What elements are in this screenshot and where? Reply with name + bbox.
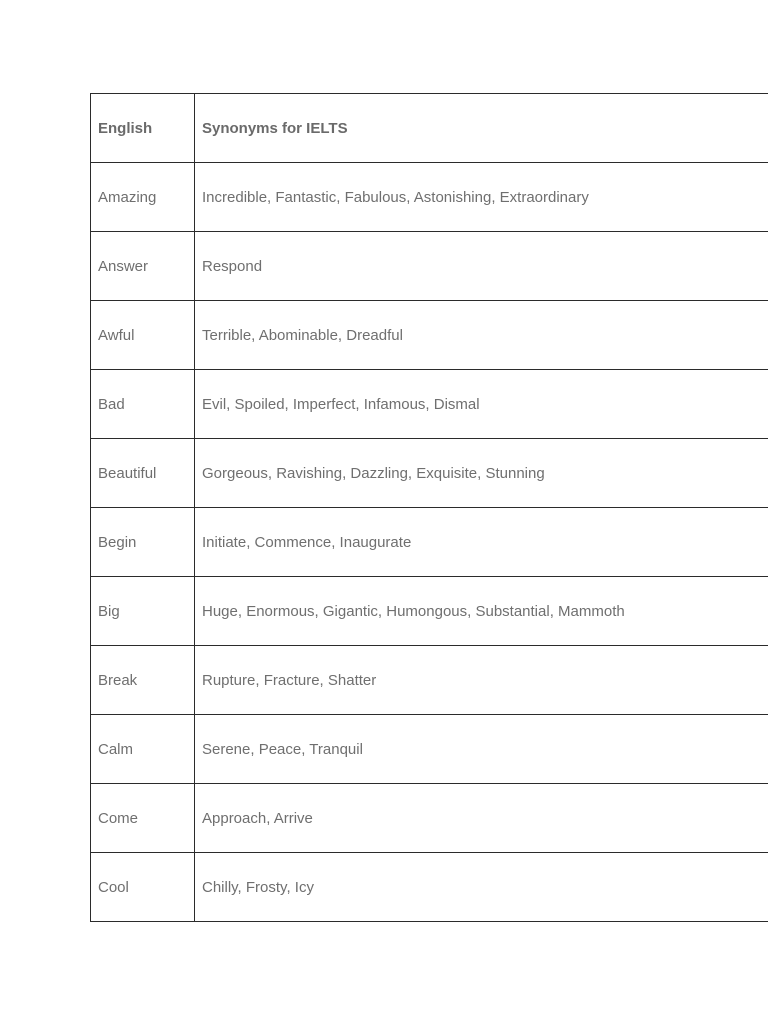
synonyms-cell: Initiate, Commence, Inaugurate <box>195 508 768 577</box>
english-word-cell: Break <box>91 646 195 715</box>
table-row <box>91 784 768 853</box>
table-row <box>91 646 768 715</box>
synonyms-cell: Gorgeous, Ravishing, Dazzling, Exquisite, Stunning <box>195 439 768 508</box>
header-synonyms: Synonyms for IELTS <box>195 94 768 163</box>
english-word-cell: Amazing <box>91 163 195 232</box>
table-row <box>91 232 768 301</box>
table-row <box>91 508 768 577</box>
synonyms-cell: Serene, Peace, Tranquil <box>195 715 768 784</box>
table-row <box>91 853 768 922</box>
synonyms-cell: Terrible, Abominable, Dreadful <box>195 301 768 370</box>
english-word-cell: Big <box>91 577 195 646</box>
synonyms-cell: Respond <box>195 232 768 301</box>
synonyms-cell: Chilly, Frosty, Icy <box>195 853 768 922</box>
english-word-cell: Calm <box>91 715 195 784</box>
english-word-cell: Come <box>91 784 195 853</box>
synonyms-cell: Evil, Spoiled, Imperfect, Infamous, Dismal <box>195 370 768 439</box>
english-word-cell: Cool <box>91 853 195 922</box>
english-word-cell: Beautiful <box>91 439 195 508</box>
english-word-cell: Awful <box>91 301 195 370</box>
table-row <box>91 301 768 370</box>
english-word-cell: Answer <box>91 232 195 301</box>
table-row <box>91 577 768 646</box>
table-header-row <box>91 94 768 163</box>
english-word-cell: Bad <box>91 370 195 439</box>
synonyms-cell: Approach, Arrive <box>195 784 768 853</box>
english-word-cell: Begin <box>91 508 195 577</box>
table-row <box>91 715 768 784</box>
synonyms-table <box>90 93 768 922</box>
header-english: English <box>91 94 195 163</box>
table-row <box>91 163 768 232</box>
synonyms-cell: Huge, Enormous, Gigantic, Humongous, Substantial, Mammoth <box>195 577 768 646</box>
synonyms-cell: Incredible, Fantastic, Fabulous, Astonishing, Extraordinary <box>195 163 768 232</box>
table-row <box>91 439 768 508</box>
table-row <box>91 370 768 439</box>
synonyms-cell: Rupture, Fracture, Shatter <box>195 646 768 715</box>
